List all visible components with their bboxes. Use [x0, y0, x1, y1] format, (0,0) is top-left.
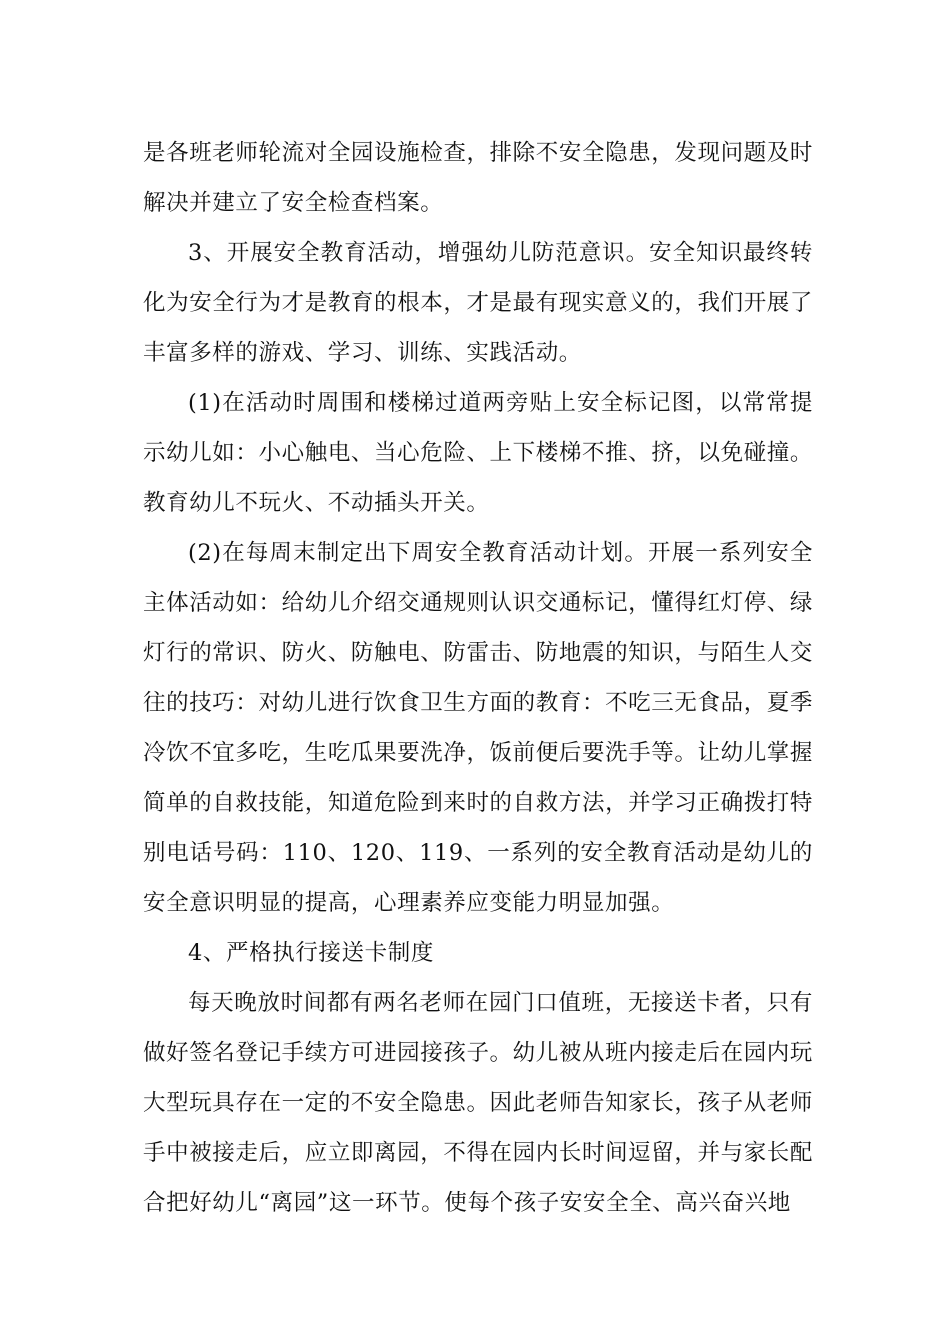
- paragraph-section-4-heading: 4、严格执行接送卡制度: [188, 940, 434, 966]
- paragraph-item-1: (1)在活动时周围和楼梯过道两旁贴上安全标记图，以常常提示幼儿如：小心触电、当心危险、上下楼梯不推、挤，以免碰撞。教育幼儿不玩火、不动插头开关。: [143, 390, 813, 516]
- paragraph-continuation: 是各班老师轮流对全园设施检查，排除不安全隐患，发现问题及时解决并建立了安全检查档案。: [143, 140, 813, 216]
- paragraph-item-2: (2)在每周末制定出下周安全教育活动计划。开展一系列安全主体活动如：给幼儿介绍交通规则认识交通标记，懂得红灯停、绿灯行的常识、防火、防触电、防雷击、防地震的知识，与陌生人交往的技巧：对幼儿进行饮食卫生方面的教育：不吃三无食品，夏季冷饮不宜多吃，生吃瓜果要洗净，饭前便后要洗手等。让幼儿掌握简单的自救技能，知道危险到来时的自救方法，并学习正确拨打特别电话号码：110、120、119、一系列的安全教育活动是幼儿的安全意识明显的提高，心理素养应变能力明显加强。: [143, 540, 813, 916]
- paragraph-section-3: 3、开展安全教育活动，增强幼儿防范意识。安全知识最终转化为安全行为才是教育的根本，才是最有现实意义的，我们开展了丰富多样的游戏、学习、训练、实践活动。: [143, 240, 813, 366]
- document-body: [143, 128, 813, 1228]
- paragraph-pickup-policy: 每天晚放时间都有两名老师在园门口值班，无接送卡者，只有做好签名登记手续方可进园接孩子。幼儿被从班内接走后在园内玩大型玩具存在一定的不安全隐患。因此老师告知家长，孩子从老师手中被接走后，应立即离园，不得在园内长时间逗留，并与家长配合把好幼儿“离园”这一环节。使每个孩子安安全全、高兴奋兴地: [143, 990, 813, 1216]
